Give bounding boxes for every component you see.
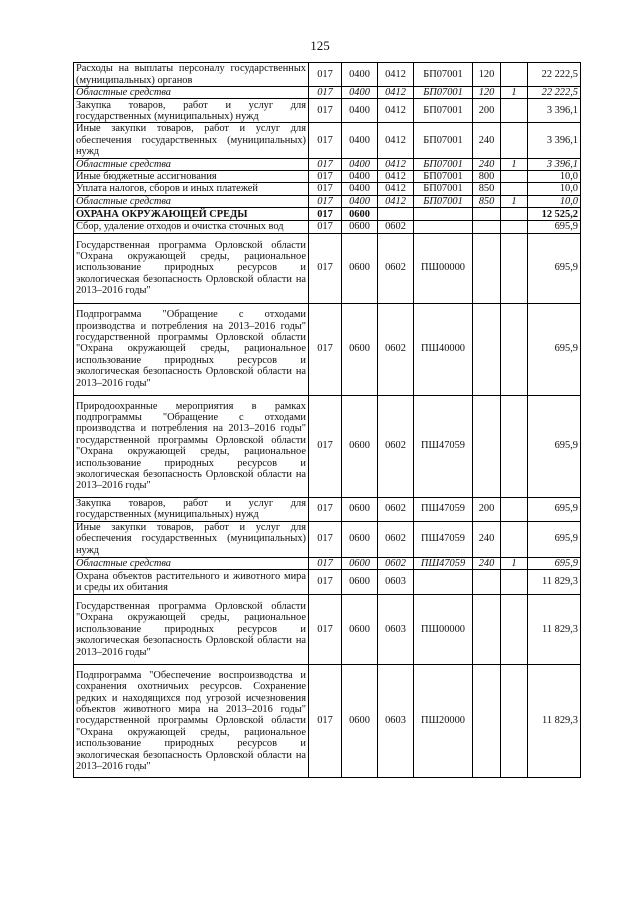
- cell-pr: 0412: [378, 195, 414, 207]
- cell-pr: 0412: [378, 63, 414, 87]
- cell-ved: 017: [309, 123, 342, 158]
- cell-csr: БП07001: [414, 171, 473, 183]
- cell-ved: 017: [309, 570, 342, 595]
- row-name: Закупка товаров, работ и услуг для государственных (муниципальных) нужд: [74, 99, 309, 123]
- row-name: Уплата налогов, сборов и иных платежей: [74, 183, 309, 195]
- cell-rz: 0600: [342, 665, 378, 778]
- cell-csr: БП07001: [414, 123, 473, 158]
- table-row: [74, 208, 581, 221]
- cell-amount: 10,0: [528, 183, 581, 195]
- cell-src: [501, 570, 528, 595]
- cell-vr: [473, 570, 501, 595]
- table-row: [74, 183, 581, 195]
- cell-amount: 10,0: [528, 195, 581, 207]
- cell-pr: 0603: [378, 595, 414, 665]
- cell-amount: 695,9: [528, 497, 581, 521]
- cell-amount: 695,9: [528, 557, 581, 569]
- table-row: [74, 665, 581, 778]
- cell-src: 1: [501, 158, 528, 170]
- cell-csr: БП07001: [414, 195, 473, 207]
- cell-ved: 017: [309, 171, 342, 183]
- table-row: [74, 171, 581, 183]
- cell-pr: 0603: [378, 570, 414, 595]
- cell-rz: 0600: [342, 570, 378, 595]
- cell-vr: [473, 233, 501, 303]
- cell-amount: 11 829,3: [528, 665, 581, 778]
- cell-pr: 0603: [378, 665, 414, 778]
- cell-vr: 850: [473, 183, 501, 195]
- row-name: Иные закупки товаров, работ и услуг для обеспечения государственных (муниципальных) нужд: [74, 123, 309, 158]
- row-name: Сбор, удаление отходов и очистка сточных вод: [74, 221, 309, 233]
- cell-ved: 017: [309, 395, 342, 497]
- row-name: ОХРАНА ОКРУЖАЮЩЕЙ СРЕДЫ: [74, 208, 309, 221]
- cell-pr: 0412: [378, 158, 414, 170]
- cell-rz: 0600: [342, 497, 378, 521]
- cell-amount: 10,0: [528, 171, 581, 183]
- table-row: [74, 87, 581, 99]
- cell-rz: 0600: [342, 557, 378, 569]
- cell-amount: 3 396,1: [528, 99, 581, 123]
- cell-ved: 017: [309, 99, 342, 123]
- cell-src: [501, 99, 528, 123]
- cell-ved: 017: [309, 208, 342, 221]
- cell-csr: БП07001: [414, 63, 473, 87]
- cell-pr: 0412: [378, 87, 414, 99]
- cell-pr: 0602: [378, 521, 414, 557]
- cell-src: [501, 233, 528, 303]
- row-name: Областные средства: [74, 557, 309, 569]
- cell-amount: 3 396,1: [528, 158, 581, 170]
- cell-rz: 0600: [342, 208, 378, 221]
- cell-pr: 0412: [378, 171, 414, 183]
- cell-src: [501, 171, 528, 183]
- row-name: Иные закупки товаров, работ и услуг для обеспечения государственных (муниципальных) нужд: [74, 521, 309, 557]
- cell-ved: 017: [309, 158, 342, 170]
- table-row: [74, 158, 581, 170]
- cell-ved: 017: [309, 521, 342, 557]
- cell-csr: ПШ47059: [414, 497, 473, 521]
- cell-amount: 22 222,5: [528, 63, 581, 87]
- cell-vr: 850: [473, 195, 501, 207]
- cell-vr: 240: [473, 158, 501, 170]
- cell-rz: 0600: [342, 395, 378, 497]
- cell-rz: 0400: [342, 99, 378, 123]
- cell-rz: 0600: [342, 595, 378, 665]
- cell-src: 1: [501, 557, 528, 569]
- cell-rz: 0400: [342, 195, 378, 207]
- cell-src: [501, 63, 528, 87]
- row-name: Областные средства: [74, 87, 309, 99]
- cell-vr: 200: [473, 99, 501, 123]
- cell-src: [501, 665, 528, 778]
- cell-vr: 240: [473, 557, 501, 569]
- cell-csr: БП07001: [414, 158, 473, 170]
- cell-vr: 240: [473, 521, 501, 557]
- row-name: Охрана объектов растительного и животного мира и среды их обитания: [74, 570, 309, 595]
- cell-pr: 0602: [378, 395, 414, 497]
- cell-pr: 0602: [378, 233, 414, 303]
- cell-src: [501, 221, 528, 233]
- cell-amount: 22 222,5: [528, 87, 581, 99]
- cell-rz: 0600: [342, 303, 378, 395]
- row-name: Природоохранные мероприятия в рамках подпрограммы "Обращение с отходами производства и потребления на 2013–2016 годы" государственной программы Орловской области "Охрана окружающей среды, рациональное использование природных ресурсов и экологическая безопасность Орловской области на 2013–2016 годы": [74, 395, 309, 497]
- cell-rz: 0600: [342, 221, 378, 233]
- cell-ved: 017: [309, 557, 342, 569]
- cell-pr: 0412: [378, 99, 414, 123]
- cell-rz: 0400: [342, 183, 378, 195]
- table-row: [74, 221, 581, 233]
- cell-csr: ПШ47059: [414, 395, 473, 497]
- cell-csr: [414, 570, 473, 595]
- cell-vr: 800: [473, 171, 501, 183]
- cell-ved: 017: [309, 665, 342, 778]
- cell-src: [501, 183, 528, 195]
- cell-rz: 0400: [342, 63, 378, 87]
- cell-csr: БП07001: [414, 87, 473, 99]
- cell-src: [501, 497, 528, 521]
- cell-pr: 0412: [378, 123, 414, 158]
- cell-rz: 0400: [342, 171, 378, 183]
- cell-csr: ПШ00000: [414, 595, 473, 665]
- cell-src: 1: [501, 87, 528, 99]
- table-row: [74, 303, 581, 395]
- row-name: Областные средства: [74, 195, 309, 207]
- page-number: 125: [310, 38, 330, 53]
- row-name: Расходы на выплаты персоналу государственных (муниципальных) органов: [74, 63, 309, 87]
- cell-vr: 120: [473, 87, 501, 99]
- cell-vr: [473, 595, 501, 665]
- table-row: [74, 123, 581, 158]
- cell-pr: 0602: [378, 557, 414, 569]
- row-name: Областные средства: [74, 158, 309, 170]
- cell-csr: [414, 208, 473, 221]
- table-row: [74, 595, 581, 665]
- cell-ved: 017: [309, 195, 342, 207]
- cell-src: [501, 303, 528, 395]
- cell-vr: [473, 395, 501, 497]
- budget-table: [73, 62, 581, 778]
- cell-vr: 120: [473, 63, 501, 87]
- cell-csr: ПШ20000: [414, 665, 473, 778]
- cell-amount: 695,9: [528, 233, 581, 303]
- cell-csr: БП07001: [414, 99, 473, 123]
- cell-rz: 0400: [342, 87, 378, 99]
- cell-rz: 0600: [342, 521, 378, 557]
- cell-ved: 017: [309, 87, 342, 99]
- cell-rz: 0400: [342, 158, 378, 170]
- cell-vr: [473, 221, 501, 233]
- row-name: Подпрограмма "Обеспечение воспроизводства и сохранения охотничьих ресурсов. Сохранение редких и находящихся под угрозой исчезновения объектов животного мира на 2013–2016 годы" государственной программы Орловской области "Охрана окружающей среды, рациональное использование природных ресурсов и экологическая безопасность Орловской области на 2013–2016 годы": [74, 665, 309, 778]
- table-row: [74, 99, 581, 123]
- cell-vr: 240: [473, 123, 501, 158]
- table-row: [74, 557, 581, 569]
- cell-pr: 0412: [378, 183, 414, 195]
- table-row: [74, 497, 581, 521]
- row-name: Иные бюджетные ассигнования: [74, 171, 309, 183]
- row-name: Подпрограмма "Обращение с отходами производства и потребления на 2013–2016 годы" государственной программы Орловской области "Охрана окружающей среды, рациональное использование природных ресурсов и экологическая безопасность Орловской области на 2013–2016 годы": [74, 303, 309, 395]
- cell-csr: ПШ47059: [414, 521, 473, 557]
- cell-ved: 017: [309, 497, 342, 521]
- table-row: [74, 395, 581, 497]
- cell-pr: [378, 208, 414, 221]
- table-row: [74, 521, 581, 557]
- cell-pr: 0602: [378, 497, 414, 521]
- cell-amount: 3 396,1: [528, 123, 581, 158]
- cell-amount: 12 525,2: [528, 208, 581, 221]
- row-name: Государственная программа Орловской области "Охрана окружающей среды, рациональное использование природных ресурсов и экологическая безопасность Орловской области на 2013–2016 годы": [74, 595, 309, 665]
- table-row: [74, 63, 581, 87]
- cell-src: [501, 521, 528, 557]
- cell-csr: ПШ40000: [414, 303, 473, 395]
- cell-vr: [473, 665, 501, 778]
- table-row: [74, 233, 581, 303]
- cell-vr: [473, 208, 501, 221]
- cell-amount: 695,9: [528, 221, 581, 233]
- cell-vr: [473, 303, 501, 395]
- cell-src: [501, 123, 528, 158]
- cell-amount: 695,9: [528, 303, 581, 395]
- cell-pr: 0602: [378, 221, 414, 233]
- cell-rz: 0400: [342, 123, 378, 158]
- cell-csr: [414, 221, 473, 233]
- cell-ved: 017: [309, 221, 342, 233]
- cell-amount: 11 829,3: [528, 595, 581, 665]
- cell-ved: 017: [309, 63, 342, 87]
- cell-vr: 200: [473, 497, 501, 521]
- cell-ved: 017: [309, 303, 342, 395]
- cell-csr: ПШ47059: [414, 557, 473, 569]
- cell-csr: БП07001: [414, 183, 473, 195]
- row-name: Закупка товаров, работ и услуг для государственных (муниципальных) нужд: [74, 497, 309, 521]
- row-name: Государственная программа Орловской области "Охрана окружающей среды, рациональное использование природных ресурсов и экологическая безопасность Орловской области на 2013–2016 годы": [74, 233, 309, 303]
- table-row: [74, 195, 581, 207]
- cell-pr: 0602: [378, 303, 414, 395]
- cell-src: [501, 208, 528, 221]
- cell-amount: 11 829,3: [528, 570, 581, 595]
- cell-csr: ПШ00000: [414, 233, 473, 303]
- cell-ved: 017: [309, 233, 342, 303]
- cell-src: 1: [501, 195, 528, 207]
- cell-src: [501, 595, 528, 665]
- cell-src: [501, 395, 528, 497]
- cell-amount: 695,9: [528, 521, 581, 557]
- cell-ved: 017: [309, 183, 342, 195]
- cell-ved: 017: [309, 595, 342, 665]
- cell-rz: 0600: [342, 233, 378, 303]
- cell-amount: 695,9: [528, 395, 581, 497]
- table-row: [74, 570, 581, 595]
